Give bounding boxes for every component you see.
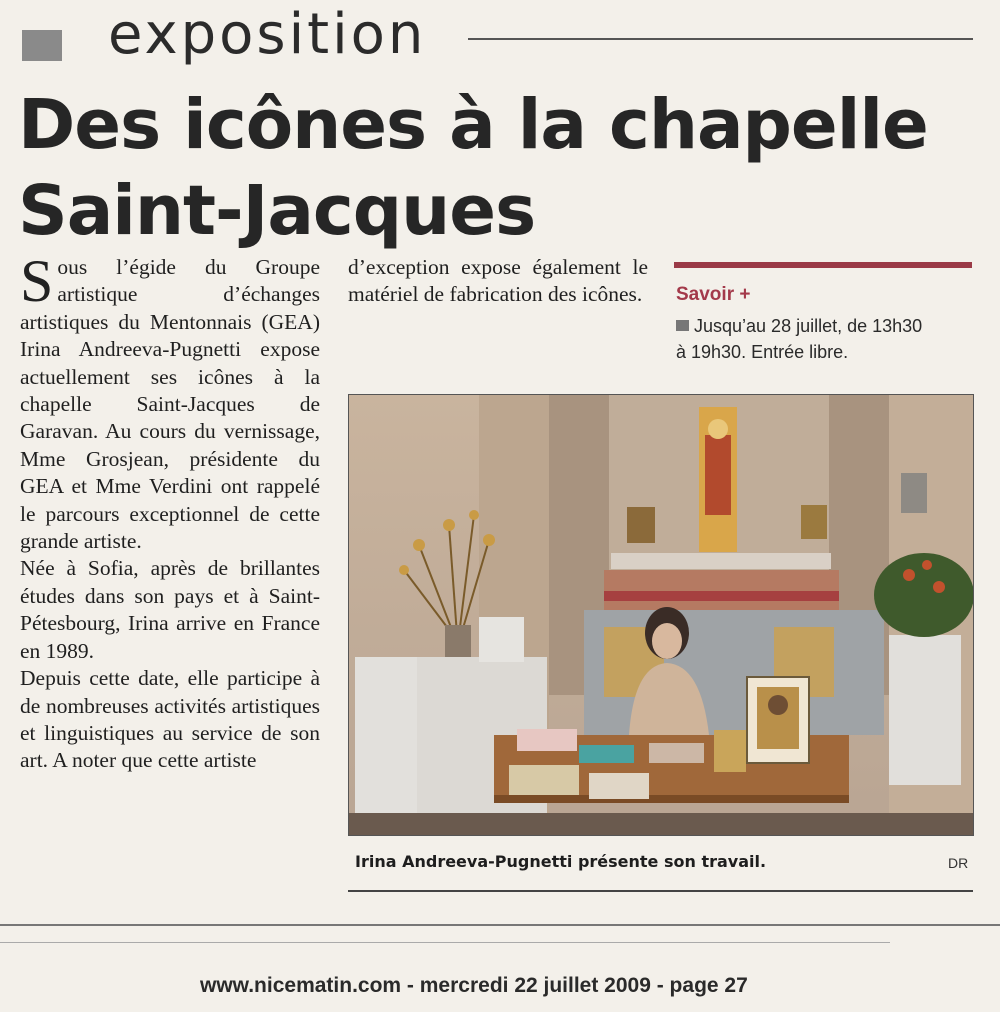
- article-column-2: [348, 254, 648, 309]
- bullet-square-icon: [676, 320, 689, 331]
- paragraph-1: [20, 248, 320, 555]
- paragraph-2: Née à Sofia, après de brillantes études dans son pays et à Saint-Pétesbourg, Irina arrive en France en 1989.: [20, 556, 320, 663]
- headline-line1: Des icônes à la chapelle: [18, 85, 928, 165]
- info-line-2: à 19h30. Entrée libre.: [676, 342, 849, 362]
- drop-cap: S: [20, 248, 54, 314]
- info-box-title: Savoir +: [676, 284, 751, 305]
- info-box-rule: [674, 262, 972, 268]
- rubric-square-icon: [22, 30, 62, 61]
- paragraph-1-text: ous l’égide du Groupe artistique d’échanges artistiques du Mentonnais (GEA) Irina Andreeva-Pugnetti expose actuellement ses icônes à la chapelle Saint-Jacques de Garavan. Au cours du vernissage, Mme Grosjean, présidente du GEA et Mme Verdini ont rappelé le parcours exceptionnel de cette grande artiste.: [20, 255, 320, 554]
- page-footer: www.nicematin.com - mercredi 22 juillet 2009 - page 27: [200, 974, 748, 997]
- footer-divider: [0, 924, 1000, 926]
- article-photo: [348, 394, 974, 836]
- rubric-label: exposition: [108, 2, 427, 67]
- caption-divider: [348, 890, 973, 892]
- section-rubric: [20, 2, 975, 68]
- photo-credit: DR: [948, 855, 969, 871]
- headline-line2: Saint-Jacques: [18, 171, 536, 251]
- info-line-1: Jusqu’au 28 juillet, de 13h30: [694, 316, 923, 336]
- headline: [18, 82, 978, 254]
- rubric-divider: [468, 38, 973, 40]
- photo-caption: Irina Andreeva-Pugnetti présente son travail.: [355, 852, 767, 871]
- article-column-1: [20, 248, 320, 775]
- chapel-photo-illustration: [349, 395, 973, 835]
- paragraph-continued: d’exception expose également le matériel de fabrication des icônes.: [348, 255, 648, 307]
- paragraph-3: Depuis cette date, elle participe à de nombreuses activités artistiques et linguistiques au service de son art. A noter que cette artiste: [20, 666, 320, 773]
- info-box-text: [676, 313, 976, 365]
- footer-divider-thin: [0, 942, 890, 943]
